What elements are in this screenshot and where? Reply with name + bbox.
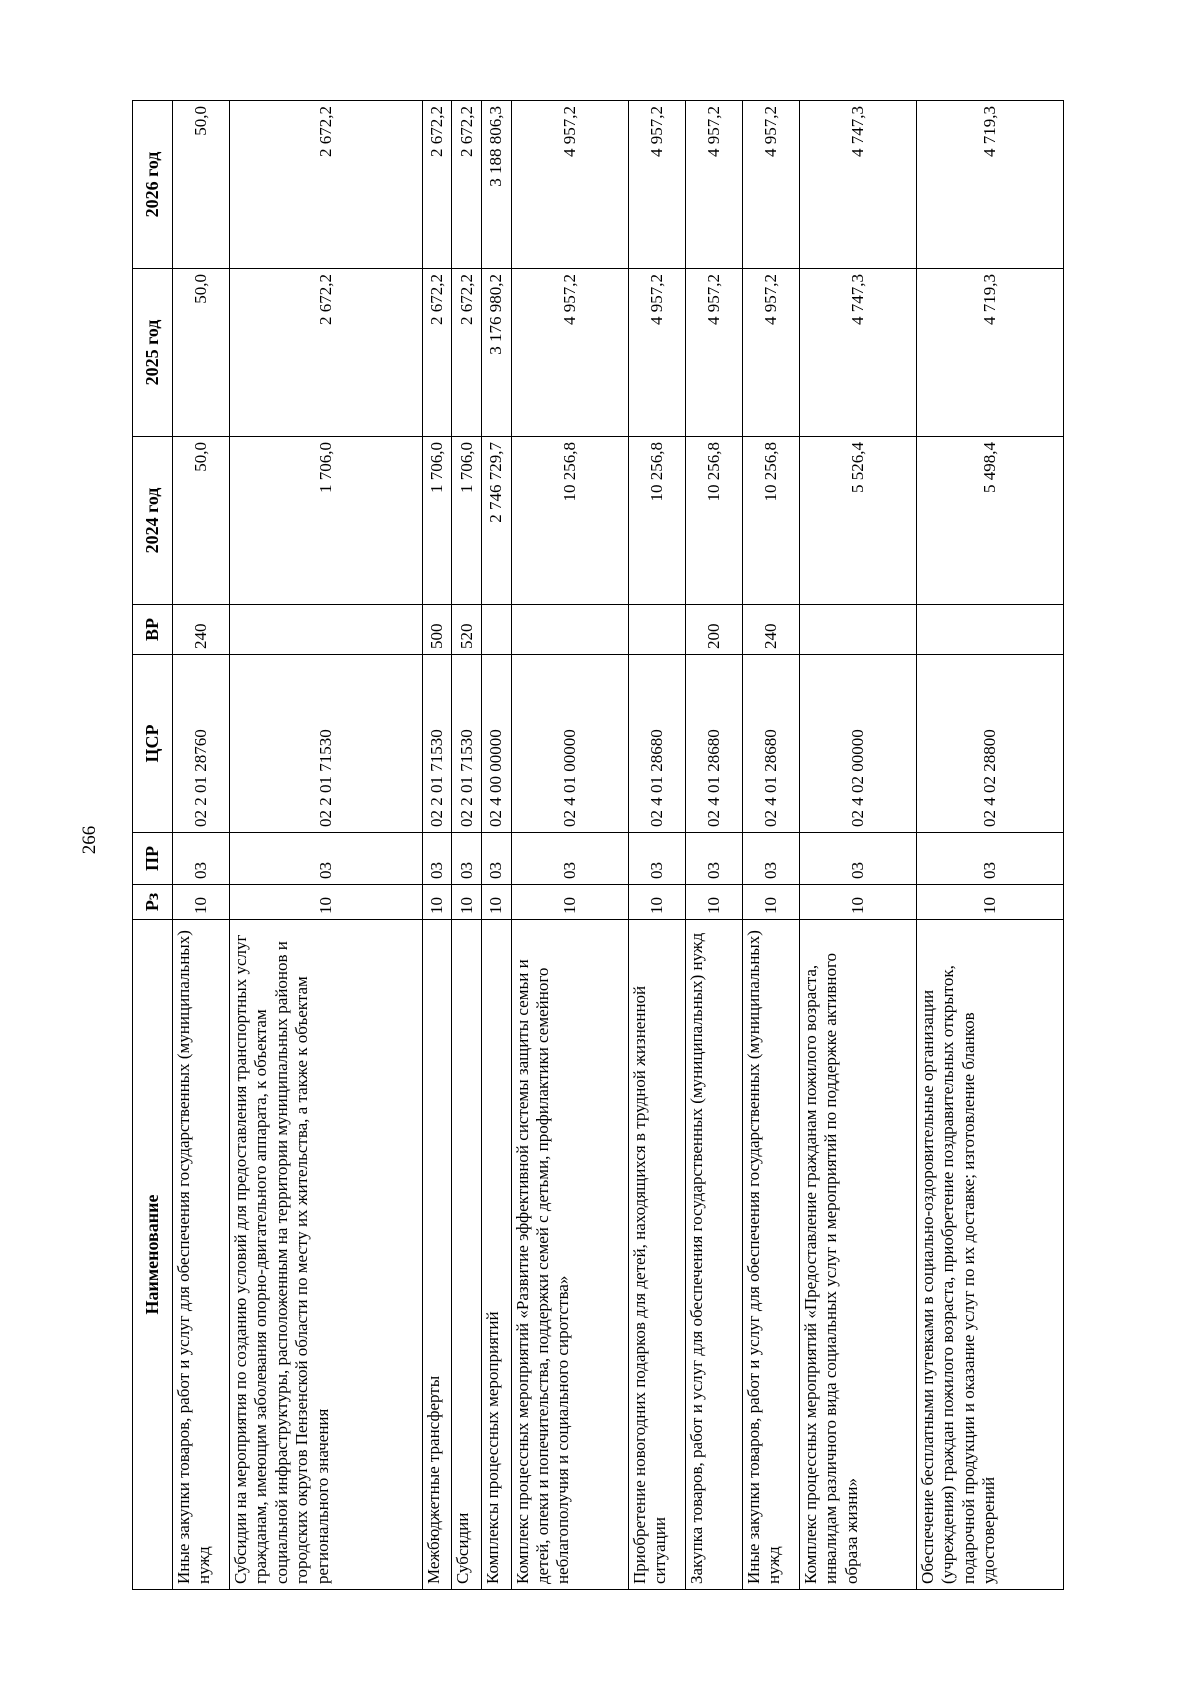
row-rz: 10 <box>422 885 452 920</box>
row-rz: 10 <box>799 885 916 920</box>
row-2024: 1 706,0 <box>452 437 482 605</box>
row-2025: 4 747,3 <box>799 269 916 437</box>
row-2024: 10 256,8 <box>511 437 628 605</box>
table-row <box>229 101 422 1590</box>
header-name: Наименование <box>133 920 173 1590</box>
header-pr: ПР <box>133 833 173 885</box>
table-row <box>173 101 230 1590</box>
row-name: Субсидии на мероприятия по созданию условий для предоставления транспортных услуг гражданам, имеющим заболевания опорно-двигательного аппарата, к объектам социальной инфраструктуры, расположенным на территории муниципальных районов и городских округов Пензенской области по месту их жительства, а также к объектам регионального значения <box>229 920 422 1590</box>
table-row <box>799 101 916 1590</box>
row-pr: 03 <box>229 833 422 885</box>
row-2026: 4 747,3 <box>799 101 916 269</box>
table-row <box>482 101 512 1590</box>
table-row <box>422 101 452 1590</box>
table-row <box>742 101 799 1590</box>
row-vr <box>799 605 916 655</box>
row-csr: 02 2 01 28760 <box>173 655 230 833</box>
row-name: Комплекс процессных мероприятий «Предоставление гражданам пожилого возраста, инвалидам различного вида социальных услуг и мероприятий по поддержке активного образа жизни» <box>799 920 916 1590</box>
row-vr <box>511 605 628 655</box>
row-pr: 03 <box>482 833 512 885</box>
row-pr: 03 <box>742 833 799 885</box>
row-name: Обеспечение бесплатными путевками в социально-оздоровительные организации (учреждения) граждан пожилого возраста, приобретение поздравительных открыток, подарочной продукции и оказание услуг по их доставке; изготовление бланков удостоверений <box>917 920 1064 1590</box>
row-2024: 1 706,0 <box>422 437 452 605</box>
row-2024: 2 746 729,7 <box>482 437 512 605</box>
row-2025: 4 957,2 <box>685 269 742 437</box>
row-vr <box>628 605 685 655</box>
header-csr: ЦСР <box>133 655 173 833</box>
row-2024: 5 526,4 <box>799 437 916 605</box>
row-2025: 4 957,2 <box>511 269 628 437</box>
budget-table <box>132 100 1064 1590</box>
rotated-table-container <box>132 100 1064 1590</box>
row-2024: 1 706,0 <box>229 437 422 605</box>
row-csr: 02 4 01 28680 <box>628 655 685 833</box>
table-row <box>511 101 628 1590</box>
row-csr: 02 4 02 28800 <box>917 655 1064 833</box>
row-csr: 02 4 00 00000 <box>482 655 512 833</box>
row-2025: 2 672,2 <box>452 269 482 437</box>
table-row <box>628 101 685 1590</box>
row-rz: 10 <box>628 885 685 920</box>
header-row <box>133 101 173 1590</box>
row-rz: 10 <box>917 885 1064 920</box>
row-rz: 10 <box>511 885 628 920</box>
row-csr: 02 4 01 00000 <box>511 655 628 833</box>
row-name: Закупка товаров, работ и услуг для обеспечения государственных (муниципальных) нужд <box>685 920 742 1590</box>
row-pr: 03 <box>422 833 452 885</box>
table-row <box>685 101 742 1590</box>
row-pr: 03 <box>452 833 482 885</box>
row-2026: 4 957,2 <box>511 101 628 269</box>
row-2024: 10 256,8 <box>742 437 799 605</box>
row-rz: 10 <box>742 885 799 920</box>
row-2025: 2 672,2 <box>229 269 422 437</box>
row-pr: 03 <box>917 833 1064 885</box>
row-2026: 4 957,2 <box>628 101 685 269</box>
table-row <box>452 101 482 1590</box>
row-rz: 10 <box>482 885 512 920</box>
row-name: Межбюджетные трансферты <box>422 920 452 1590</box>
row-name: Иные закупки товаров, работ и услуг для обеспечения государственных (муниципальных) нужд <box>173 920 230 1590</box>
header-2026: 2026 год <box>133 101 173 269</box>
row-pr: 03 <box>685 833 742 885</box>
row-2025: 3 176 980,2 <box>482 269 512 437</box>
row-vr: 500 <box>422 605 452 655</box>
row-name: Комплексы процессных мероприятий <box>482 920 512 1590</box>
row-2024: 10 256,8 <box>685 437 742 605</box>
header-2025: 2025 год <box>133 269 173 437</box>
row-vr: 240 <box>742 605 799 655</box>
row-vr: 200 <box>685 605 742 655</box>
row-vr: 520 <box>452 605 482 655</box>
row-rz: 10 <box>229 885 422 920</box>
row-rz: 10 <box>452 885 482 920</box>
header-rz: Рз <box>133 885 173 920</box>
row-csr: 02 2 01 71530 <box>452 655 482 833</box>
row-2026: 3 188 806,3 <box>482 101 512 269</box>
row-pr: 03 <box>628 833 685 885</box>
row-2026: 4 957,2 <box>742 101 799 269</box>
row-2025: 4 957,2 <box>742 269 799 437</box>
row-2026: 4 957,2 <box>685 101 742 269</box>
row-2024: 10 256,8 <box>628 437 685 605</box>
row-name: Приобретение новогодних подарков для детей, находящихся в трудной жизненной ситуации <box>628 920 685 1590</box>
row-pr: 03 <box>799 833 916 885</box>
row-rz: 10 <box>173 885 230 920</box>
row-2025: 4 719,3 <box>917 269 1064 437</box>
header-2024: 2024 год <box>133 437 173 605</box>
row-vr <box>917 605 1064 655</box>
row-vr <box>229 605 422 655</box>
row-2026: 2 672,2 <box>422 101 452 269</box>
table-row <box>917 101 1064 1590</box>
row-csr: 02 2 01 71530 <box>229 655 422 833</box>
row-2024: 5 498,4 <box>917 437 1064 605</box>
row-2024: 50,0 <box>173 437 230 605</box>
row-rz: 10 <box>685 885 742 920</box>
row-2025: 2 672,2 <box>422 269 452 437</box>
row-csr: 02 2 01 71530 <box>422 655 452 833</box>
row-2026: 2 672,2 <box>229 101 422 269</box>
row-2025: 4 957,2 <box>628 269 685 437</box>
row-pr: 03 <box>511 833 628 885</box>
page-number: 266 <box>79 825 100 855</box>
row-name: Иные закупки товаров, работ и услуг для обеспечения государственных (муниципальных) нужд <box>742 920 799 1590</box>
row-vr: 240 <box>173 605 230 655</box>
header-vr: ВР <box>133 605 173 655</box>
row-2025: 50,0 <box>173 269 230 437</box>
row-name: Комплекс процессных мероприятий «Развитие эффективной системы защиты семьи и детей, опеки и попечительства, поддержки семей с детьми, профилактики семейного неблагополучия и социального сиротства» <box>511 920 628 1590</box>
row-csr: 02 4 01 28680 <box>742 655 799 833</box>
row-pr: 03 <box>173 833 230 885</box>
row-vr <box>482 605 512 655</box>
row-csr: 02 4 01 28680 <box>685 655 742 833</box>
row-2026: 50,0 <box>173 101 230 269</box>
row-2026: 4 719,3 <box>917 101 1064 269</box>
row-2026: 2 672,2 <box>452 101 482 269</box>
row-csr: 02 4 02 00000 <box>799 655 916 833</box>
row-name: Субсидии <box>452 920 482 1590</box>
